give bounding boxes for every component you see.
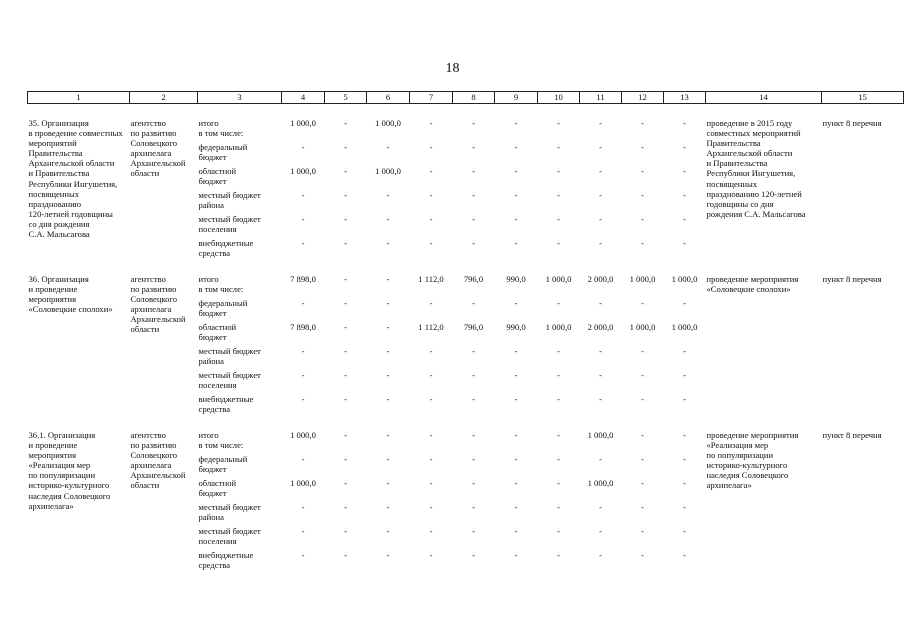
value-cell: - — [429, 298, 433, 308]
value-cell: - — [514, 370, 518, 380]
value-cell: - — [386, 370, 390, 380]
value-cell: - — [429, 166, 433, 176]
value-cell: - — [344, 118, 347, 128]
column-header: 6 — [367, 92, 410, 104]
value-cell: - — [344, 550, 347, 560]
value-cell: 1 000,0 — [545, 322, 572, 332]
value-cell: - — [472, 190, 475, 200]
table-body — [28, 92, 904, 575]
value-cell: - — [683, 430, 686, 440]
value-cell: - — [641, 478, 644, 488]
value-cell: - — [557, 394, 560, 404]
value-cell: - — [557, 238, 560, 248]
row-spacer — [28, 418, 904, 430]
link-cell: пункт 8 перечня — [822, 430, 882, 440]
value-cell: - — [344, 190, 347, 200]
value-cell: - — [472, 346, 475, 356]
value-cell: - — [683, 454, 686, 464]
source-cell: итого в том числе: — [198, 118, 244, 139]
value-cell: - — [641, 430, 644, 440]
value-cell: - — [514, 214, 518, 224]
value-cell: - — [301, 298, 305, 308]
value-cell: - — [386, 298, 390, 308]
value-cell: - — [514, 526, 518, 536]
value-cell: - — [472, 394, 475, 404]
value-cell: 1 000,0 — [587, 430, 614, 440]
value-cell: - — [641, 454, 644, 464]
activity-cell: 36.1. Организация и проведение мероприятия «Реализация мер по популяризации историко-культурного наследия Соловецкого архипелага» — [28, 430, 111, 511]
value-cell: - — [599, 166, 602, 176]
value-cell: - — [429, 394, 433, 404]
spacer-cell — [28, 262, 904, 274]
column-header: 7 — [410, 92, 453, 104]
value-cell: - — [386, 394, 390, 404]
column-header: 3 — [198, 92, 282, 104]
value-cell: - — [641, 502, 644, 512]
value-cell: - — [557, 526, 560, 536]
value-cell: - — [344, 298, 347, 308]
value-cell: - — [344, 214, 347, 224]
value-cell: - — [429, 346, 433, 356]
value-cell: - — [557, 454, 560, 464]
value-cell: - — [641, 298, 644, 308]
result-cell: проведение мероприятия «Соловецкие сполохи» — [706, 274, 799, 295]
value-cell: - — [514, 298, 518, 308]
value-cell: - — [301, 214, 305, 224]
executor-cell: агентство по развитию Соловецкого архипелага Архангельской области — [130, 118, 186, 179]
value-cell: - — [557, 346, 560, 356]
value-cell: 796,0 — [463, 322, 484, 332]
value-cell: - — [472, 502, 475, 512]
value-cell: - — [641, 214, 644, 224]
value-cell: - — [514, 430, 518, 440]
value-cell: - — [599, 190, 602, 200]
source-cell: федеральный бюджет — [198, 298, 248, 319]
value-cell: - — [557, 298, 560, 308]
value-cell: - — [429, 430, 433, 440]
value-cell: - — [599, 238, 602, 248]
column-header: 9 — [495, 92, 538, 104]
value-cell: - — [683, 298, 686, 308]
value-cell: 1 000,0 — [671, 274, 698, 284]
column-header: 15 — [822, 92, 904, 104]
value-cell: - — [683, 370, 686, 380]
column-header: 12 — [622, 92, 664, 104]
column-header: 8 — [453, 92, 495, 104]
value-cell: - — [386, 190, 390, 200]
source-cell: внебюджетные средства — [198, 550, 254, 571]
value-cell: - — [472, 370, 475, 380]
column-header: 10 — [538, 92, 580, 104]
value-cell: - — [472, 166, 475, 176]
value-cell: - — [301, 370, 305, 380]
value-cell: - — [301, 394, 305, 404]
column-header: 5 — [325, 92, 367, 104]
value-cell: - — [386, 274, 390, 284]
value-cell: 1 000,0 — [629, 322, 656, 332]
value-cell: - — [514, 118, 518, 128]
value-cell: - — [641, 118, 644, 128]
value-cell: - — [344, 526, 347, 536]
value-cell: - — [557, 190, 560, 200]
value-cell: - — [514, 190, 518, 200]
value-cell: - — [429, 214, 433, 224]
value-cell: 1 000,0 — [629, 274, 656, 284]
value-cell: - — [472, 238, 475, 248]
value-cell: - — [683, 118, 686, 128]
value-cell: 1 000,0 — [290, 430, 316, 440]
row-spacer — [28, 262, 904, 274]
value-cell: 1 000,0 — [671, 322, 698, 332]
source-cell: федеральный бюджет — [198, 454, 248, 475]
table-row — [28, 430, 904, 454]
value-cell: - — [599, 346, 602, 356]
header-row — [28, 92, 904, 104]
source-cell: федеральный бюджет — [198, 142, 248, 163]
value-cell: - — [641, 526, 644, 536]
value-cell: - — [514, 550, 518, 560]
value-cell: - — [429, 238, 433, 248]
value-cell: - — [386, 322, 390, 332]
value-cell: - — [514, 142, 518, 152]
value-cell: 1 112,0 — [418, 322, 444, 332]
column-header: 13 — [664, 92, 706, 104]
value-cell: - — [429, 118, 433, 128]
value-cell: - — [557, 214, 560, 224]
column-header: 1 — [28, 92, 130, 104]
value-cell: 1 000,0 — [290, 478, 316, 488]
value-cell: - — [344, 346, 347, 356]
source-cell: областной бюджет — [198, 322, 237, 343]
value-cell: - — [429, 526, 433, 536]
value-cell: - — [599, 118, 602, 128]
link-cell: пункт 8 перечня — [822, 274, 882, 284]
value-cell: - — [514, 454, 518, 464]
value-cell: - — [429, 478, 433, 488]
value-cell: - — [301, 346, 305, 356]
value-cell: - — [472, 478, 475, 488]
value-cell: - — [472, 430, 475, 440]
value-cell: - — [344, 454, 347, 464]
value-cell: - — [683, 142, 686, 152]
source-cell: итого в том числе: — [198, 274, 244, 295]
value-cell: - — [344, 238, 347, 248]
value-cell: - — [344, 370, 347, 380]
value-cell: - — [599, 214, 602, 224]
value-cell: - — [472, 214, 475, 224]
value-cell: 1 000,0 — [290, 118, 316, 128]
value-cell: - — [386, 502, 390, 512]
value-cell: - — [386, 142, 390, 152]
value-cell: - — [641, 238, 644, 248]
value-cell: - — [557, 370, 560, 380]
value-cell: - — [472, 118, 475, 128]
value-cell: - — [599, 502, 602, 512]
value-cell: - — [472, 298, 475, 308]
value-cell: - — [301, 502, 305, 512]
table-row — [28, 104, 904, 143]
value-cell: - — [683, 166, 686, 176]
column-header: 4 — [282, 92, 325, 104]
executor-cell: агентство по развитию Соловецкого архипелага Архангельской области — [130, 430, 186, 491]
source-cell: внебюджетные средства — [198, 394, 254, 415]
value-cell: - — [472, 550, 475, 560]
value-cell: - — [683, 478, 686, 488]
value-cell: - — [641, 142, 644, 152]
value-cell: - — [514, 478, 518, 488]
source-cell: итого в том числе: — [198, 430, 244, 451]
source-cell: местный бюджет района — [198, 502, 261, 523]
result-cell: проведение мероприятия «Реализация мер по популяризации историко-культурного наследия Соловецкого архипелага» — [706, 430, 799, 491]
value-cell: 1 000,0 — [375, 166, 401, 176]
value-cell: - — [386, 430, 390, 440]
value-cell: - — [683, 502, 686, 512]
activity-cell: 36. Организация и проведение мероприятия «Соловецкие сполохи» — [28, 274, 113, 315]
value-cell: 1 000,0 — [545, 274, 572, 284]
source-cell: местный бюджет поселения — [198, 526, 261, 547]
value-cell: - — [599, 370, 602, 380]
source-cell: местный бюджет района — [198, 346, 261, 367]
value-cell: - — [301, 550, 305, 560]
value-cell: - — [429, 502, 433, 512]
value-cell: - — [429, 142, 433, 152]
value-cell: - — [599, 394, 602, 404]
source-cell: областной бюджет — [198, 478, 237, 499]
value-cell: - — [514, 346, 518, 356]
column-header: 14 — [706, 92, 822, 104]
value-cell: - — [429, 190, 433, 200]
value-cell: - — [344, 274, 347, 284]
value-cell: - — [344, 430, 347, 440]
value-cell: - — [599, 454, 602, 464]
value-cell: - — [599, 142, 602, 152]
value-cell: - — [557, 430, 560, 440]
value-cell: - — [557, 550, 560, 560]
value-cell: - — [683, 214, 686, 224]
value-cell: - — [344, 394, 347, 404]
value-cell: - — [344, 478, 347, 488]
value-cell: - — [344, 322, 347, 332]
source-cell: областной бюджет — [198, 166, 237, 187]
value-cell: - — [557, 142, 560, 152]
value-cell: - — [599, 550, 602, 560]
value-cell: - — [683, 394, 686, 404]
link-cell: пункт 8 перечня — [822, 118, 882, 128]
source-cell: местный бюджет поселения — [198, 214, 261, 235]
value-cell: - — [386, 550, 390, 560]
value-cell: - — [344, 502, 347, 512]
value-cell: - — [557, 478, 560, 488]
value-cell: - — [514, 394, 518, 404]
value-cell: - — [344, 166, 347, 176]
value-cell: - — [301, 142, 305, 152]
value-cell: - — [683, 550, 686, 560]
source-cell: внебюджетные средства — [198, 238, 254, 259]
value-cell: - — [472, 526, 475, 536]
value-cell: - — [641, 190, 644, 200]
value-cell: - — [683, 190, 686, 200]
value-cell: - — [301, 190, 305, 200]
value-cell: - — [683, 526, 686, 536]
value-cell: - — [557, 118, 560, 128]
value-cell: - — [599, 526, 602, 536]
value-cell: - — [386, 526, 390, 536]
value-cell: 1 000,0 — [375, 118, 401, 128]
value-cell: - — [429, 550, 433, 560]
value-cell: - — [514, 502, 518, 512]
value-cell: - — [429, 454, 433, 464]
value-cell: - — [344, 142, 347, 152]
value-cell: - — [386, 478, 390, 488]
value-cell: - — [386, 214, 390, 224]
value-cell: 7 898,0 — [290, 274, 316, 284]
column-header: 11 — [580, 92, 622, 104]
program-table — [27, 91, 904, 574]
value-cell: - — [514, 166, 518, 176]
source-cell: местный бюджет района — [198, 190, 261, 211]
value-cell: - — [599, 298, 602, 308]
value-cell: 990,0 — [506, 322, 526, 332]
result-cell: проведение в 2015 году совместных мероприятий Правительства Архангельской области и Правительства Республики Ингушетия, посвященных празднованию 120-летней годовщины со дня рождения С.А. Мальсагова — [706, 118, 806, 219]
value-cell: - — [557, 166, 560, 176]
value-cell: - — [641, 346, 644, 356]
value-cell: - — [429, 370, 433, 380]
value-cell: - — [641, 394, 644, 404]
value-cell: - — [301, 238, 305, 248]
value-cell: - — [641, 370, 644, 380]
value-cell: 2 000,0 — [587, 322, 614, 332]
value-cell: - — [641, 166, 644, 176]
value-cell: - — [386, 238, 390, 248]
executor-cell: агентство по развитию Соловецкого архипелага Архангельской области — [130, 274, 186, 335]
value-cell: - — [386, 454, 390, 464]
value-cell: 2 000,0 — [587, 274, 614, 284]
column-header: 2 — [130, 92, 198, 104]
value-cell: - — [301, 526, 305, 536]
value-cell: - — [301, 454, 305, 464]
value-cell: - — [557, 502, 560, 512]
activity-cell: 35. Организация в проведение совместных мероприятий Правительства Архангельской области и Правительства Республики Ингушетия, посвященных празднованию 120-летней годовщины со дня рождения С.А. Мальсагова — [28, 118, 123, 240]
source-cell: местный бюджет поселения — [198, 370, 261, 391]
value-cell: 1 112,0 — [418, 274, 444, 284]
value-cell: - — [514, 238, 518, 248]
value-cell: - — [641, 550, 644, 560]
page-number: 18 — [445, 61, 460, 76]
table-row — [28, 274, 904, 298]
value-cell: - — [472, 454, 475, 464]
value-cell: 990,0 — [506, 274, 526, 284]
value-cell: - — [386, 346, 390, 356]
value-cell: 1 000,0 — [587, 478, 614, 488]
value-cell: - — [683, 238, 686, 248]
value-cell: 1 000,0 — [290, 166, 316, 176]
value-cell: - — [472, 142, 475, 152]
spacer-cell — [28, 418, 904, 430]
value-cell: 796,0 — [463, 274, 484, 284]
value-cell: - — [683, 346, 686, 356]
value-cell: 7 898,0 — [290, 322, 316, 332]
